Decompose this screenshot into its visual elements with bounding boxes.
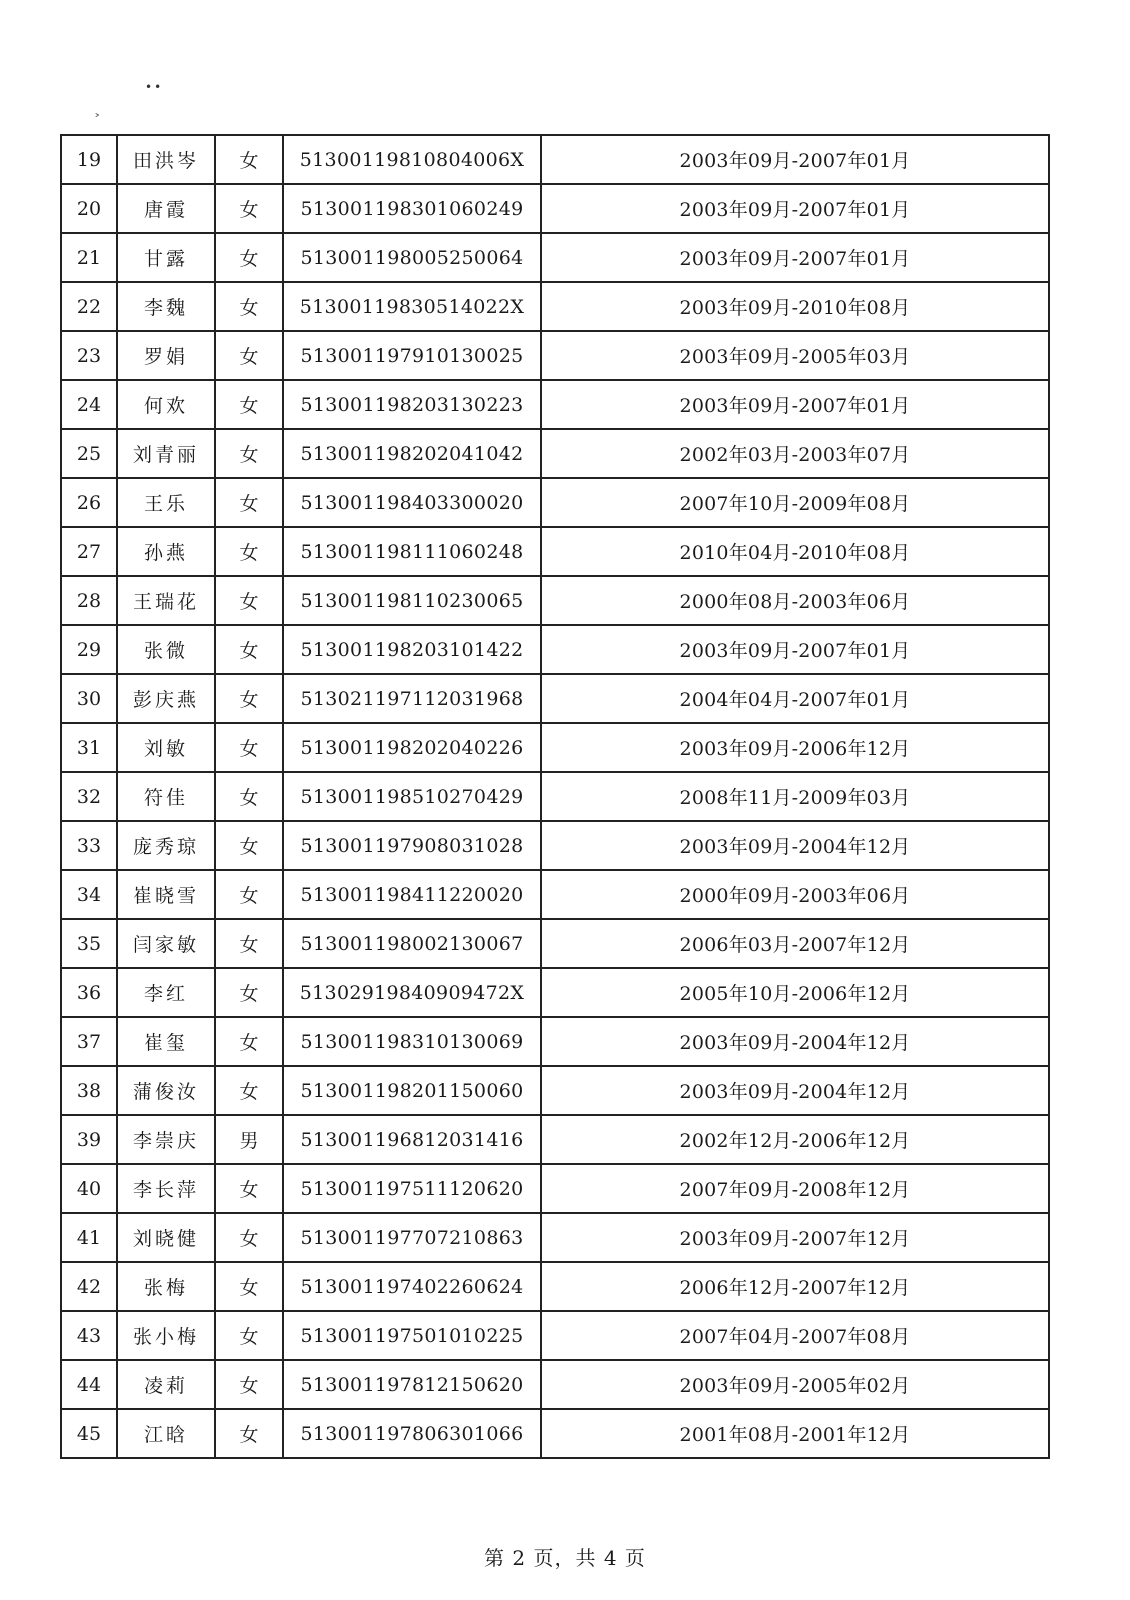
gender-cell: 女 [215,1409,283,1458]
table-row [61,1164,1049,1213]
table-row [61,723,1049,772]
name-cell: 王乐 [117,478,215,527]
id-number-cell: 513001198110230065 [283,576,541,625]
gender-cell: 女 [215,625,283,674]
gender-cell: 女 [215,478,283,527]
gender-cell: 女 [215,772,283,821]
period-cell: 2002年03月-2003年07月 [541,429,1049,478]
gender-cell: 男 [215,1115,283,1164]
period-cell: 2007年04月-2007年08月 [541,1311,1049,1360]
name-cell: 李长萍 [117,1164,215,1213]
period-cell: 2003年09月-2004年12月 [541,821,1049,870]
gender-cell: 女 [215,1311,283,1360]
table-row [61,1360,1049,1409]
name-cell: 何欢 [117,380,215,429]
row-number-cell: 19 [61,135,117,184]
name-cell: 凌莉 [117,1360,215,1409]
name-cell: 庞秀琼 [117,821,215,870]
row-number-cell: 22 [61,282,117,331]
period-cell: 2003年09月-2007年01月 [541,625,1049,674]
period-cell: 2003年09月-2010年08月 [541,282,1049,331]
table-row [61,625,1049,674]
period-cell: 2000年09月-2003年06月 [541,870,1049,919]
id-number-cell: 513001197908031028 [283,821,541,870]
name-cell: 李魏 [117,282,215,331]
gender-cell: 女 [215,527,283,576]
table-row [61,772,1049,821]
row-number-cell: 37 [61,1017,117,1066]
period-cell: 2003年09月-2005年03月 [541,331,1049,380]
id-number-cell: 513001198510270429 [283,772,541,821]
roster-table-body [61,135,1049,1458]
name-cell: 刘敏 [117,723,215,772]
row-number-cell: 31 [61,723,117,772]
scan-speck: ˃ [94,113,101,128]
gender-cell: 女 [215,674,283,723]
gender-cell: 女 [215,380,283,429]
period-cell: 2003年09月-2007年01月 [541,233,1049,282]
gender-cell: 女 [215,1262,283,1311]
gender-cell: 女 [215,1017,283,1066]
table-row [61,380,1049,429]
name-cell: 蒲俊汝 [117,1066,215,1115]
table-row [61,968,1049,1017]
id-number-cell: 513001197402260624 [283,1262,541,1311]
period-cell: 2007年09月-2008年12月 [541,1164,1049,1213]
period-cell: 2003年09月-2004年12月 [541,1017,1049,1066]
table-row [61,821,1049,870]
table-row [61,184,1049,233]
id-number-cell: 51300119810804006X [283,135,541,184]
gender-cell: 女 [215,1360,283,1409]
row-number-cell: 20 [61,184,117,233]
gender-cell: 女 [215,233,283,282]
gender-cell: 女 [215,723,283,772]
row-number-cell: 39 [61,1115,117,1164]
period-cell: 2003年09月-2005年02月 [541,1360,1049,1409]
period-cell: 2003年09月-2007年01月 [541,380,1049,429]
period-cell: 2003年09月-2007年01月 [541,184,1049,233]
table-row [61,1066,1049,1115]
table-row [61,1115,1049,1164]
table-row [61,429,1049,478]
id-number-cell: 513001196812031416 [283,1115,541,1164]
gender-cell: 女 [215,282,283,331]
gender-cell: 女 [215,429,283,478]
table-row [61,1213,1049,1262]
table-row [61,576,1049,625]
id-number-cell: 513001198002130067 [283,919,541,968]
table-row [61,1311,1049,1360]
name-cell: 闫家敏 [117,919,215,968]
id-number-cell: 513001198202041042 [283,429,541,478]
id-number-cell: 513001197812150620 [283,1360,541,1409]
name-cell: 崔晓雪 [117,870,215,919]
id-number-cell: 513001198111060248 [283,527,541,576]
gender-cell: 女 [215,919,283,968]
gender-cell: 女 [215,576,283,625]
table-row [61,478,1049,527]
id-number-cell: 513001198203101422 [283,625,541,674]
id-number-cell: 513001197511120620 [283,1164,541,1213]
id-number-cell: 513001197501010225 [283,1311,541,1360]
row-number-cell: 42 [61,1262,117,1311]
table-row [61,1017,1049,1066]
gender-cell: 女 [215,968,283,1017]
name-cell: 彭庆燕 [117,674,215,723]
id-number-cell: 513001198202040226 [283,723,541,772]
name-cell: 甘露 [117,233,215,282]
name-cell: 崔玺 [117,1017,215,1066]
row-number-cell: 21 [61,233,117,282]
row-number-cell: 43 [61,1311,117,1360]
name-cell: 孙燕 [117,527,215,576]
period-cell: 2008年11月-2009年03月 [541,772,1049,821]
name-cell: 李崇庆 [117,1115,215,1164]
row-number-cell: 28 [61,576,117,625]
id-number-cell: 513001197910130025 [283,331,541,380]
row-number-cell: 24 [61,380,117,429]
table-row [61,233,1049,282]
period-cell: 2000年08月-2003年06月 [541,576,1049,625]
period-cell: 2002年12月-2006年12月 [541,1115,1049,1164]
gender-cell: 女 [215,1213,283,1262]
table-row [61,1409,1049,1458]
period-cell: 2001年08月-2001年12月 [541,1409,1049,1458]
id-number-cell: 51300119830514022X [283,282,541,331]
period-cell: 2003年09月-2006年12月 [541,723,1049,772]
page-number-footer: 第 2 页，共 4 页 [484,1546,646,1570]
name-cell: 刘晓健 [117,1213,215,1262]
gender-cell: 女 [215,870,283,919]
row-number-cell: 29 [61,625,117,674]
name-cell: 张梅 [117,1262,215,1311]
name-cell: 张微 [117,625,215,674]
id-number-cell: 513001197707210863 [283,1213,541,1262]
gender-cell: 女 [215,1164,283,1213]
gender-cell: 女 [215,1066,283,1115]
gender-cell: 女 [215,135,283,184]
id-number-cell: 513001198310130069 [283,1017,541,1066]
period-cell: 2003年09月-2004年12月 [541,1066,1049,1115]
id-number-cell: 513001198411220020 [283,870,541,919]
period-cell: 2010年04月-2010年08月 [541,527,1049,576]
name-cell: 田洪岑 [117,135,215,184]
table-row [61,674,1049,723]
name-cell: 符佳 [117,772,215,821]
period-cell: 2006年12月-2007年12月 [541,1262,1049,1311]
period-cell: 2003年09月-2007年12月 [541,1213,1049,1262]
name-cell: 李红 [117,968,215,1017]
id-number-cell: 513001198301060249 [283,184,541,233]
name-cell: 唐霞 [117,184,215,233]
table-row [61,919,1049,968]
table-row [61,282,1049,331]
name-cell: 江晗 [117,1409,215,1458]
row-number-cell: 44 [61,1360,117,1409]
row-number-cell: 36 [61,968,117,1017]
row-number-cell: 30 [61,674,117,723]
row-number-cell: 41 [61,1213,117,1262]
name-cell: 张小梅 [117,1311,215,1360]
row-number-cell: 40 [61,1164,117,1213]
period-cell: 2004年04月-2007年01月 [541,674,1049,723]
row-number-cell: 35 [61,919,117,968]
row-number-cell: 38 [61,1066,117,1115]
id-number-cell: 513001198201150060 [283,1066,541,1115]
table-row [61,527,1049,576]
scan-speck: •• [145,80,164,94]
table-row [61,1262,1049,1311]
period-cell: 2007年10月-2009年08月 [541,478,1049,527]
id-number-cell: 513001198203130223 [283,380,541,429]
row-number-cell: 27 [61,527,117,576]
row-number-cell: 34 [61,870,117,919]
roster-table [60,134,1050,1459]
table-row [61,331,1049,380]
row-number-cell: 33 [61,821,117,870]
table-row [61,135,1049,184]
row-number-cell: 26 [61,478,117,527]
id-number-cell: 513001197806301066 [283,1409,541,1458]
table-row [61,870,1049,919]
period-cell: 2005年10月-2006年12月 [541,968,1049,1017]
id-number-cell: 513021197112031968 [283,674,541,723]
name-cell: 罗娟 [117,331,215,380]
gender-cell: 女 [215,821,283,870]
row-number-cell: 25 [61,429,117,478]
id-number-cell: 513001198005250064 [283,233,541,282]
row-number-cell: 23 [61,331,117,380]
name-cell: 刘青丽 [117,429,215,478]
period-cell: 2003年09月-2007年01月 [541,135,1049,184]
gender-cell: 女 [215,331,283,380]
row-number-cell: 32 [61,772,117,821]
row-number-cell: 45 [61,1409,117,1458]
id-number-cell: 513001198403300020 [283,478,541,527]
id-number-cell: 51302919840909472X [283,968,541,1017]
period-cell: 2006年03月-2007年12月 [541,919,1049,968]
gender-cell: 女 [215,184,283,233]
name-cell: 王瑞花 [117,576,215,625]
